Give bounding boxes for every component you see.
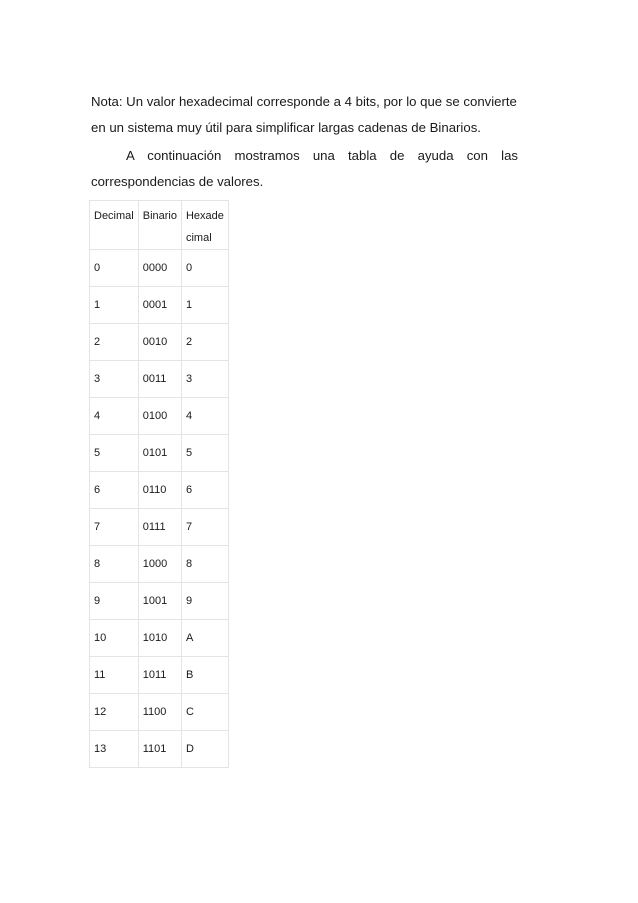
cell-binario: 1001 <box>138 583 181 620</box>
cell-binario: 0111 <box>138 509 181 546</box>
cell-binario: 0011 <box>138 361 181 398</box>
table-row <box>90 657 229 694</box>
table-row <box>90 324 229 361</box>
cell-decimal: 7 <box>90 509 139 546</box>
cell-decimal: 9 <box>90 583 139 620</box>
cell-hexadecimal: 5 <box>181 435 228 472</box>
table-row <box>90 472 229 509</box>
cell-hexadecimal: 9 <box>181 583 228 620</box>
cell-hexadecimal: B <box>181 657 228 694</box>
cell-decimal: 12 <box>90 694 139 731</box>
cell-binario: 1101 <box>138 731 181 768</box>
cell-hexadecimal: 4 <box>181 398 228 435</box>
cell-binario: 0101 <box>138 435 181 472</box>
table-row <box>90 694 229 731</box>
cell-hexadecimal: D <box>181 731 228 768</box>
cell-decimal: 3 <box>90 361 139 398</box>
header-binario: Binario <box>138 201 181 250</box>
table-row <box>90 287 229 324</box>
cell-binario: 1000 <box>138 546 181 583</box>
table-row <box>90 583 229 620</box>
cell-decimal: 11 <box>90 657 139 694</box>
cell-decimal: 6 <box>90 472 139 509</box>
cell-binario: 0110 <box>138 472 181 509</box>
cell-decimal: 5 <box>90 435 139 472</box>
cell-hexadecimal: 6 <box>181 472 228 509</box>
conversion-table <box>89 200 229 768</box>
cell-hexadecimal: 3 <box>181 361 228 398</box>
table-row <box>90 546 229 583</box>
table-row <box>90 620 229 657</box>
cell-decimal: 2 <box>90 324 139 361</box>
cell-decimal: 1 <box>90 287 139 324</box>
cell-hexadecimal: 7 <box>181 509 228 546</box>
table-row <box>90 731 229 768</box>
cell-hexadecimal: A <box>181 620 228 657</box>
table-row <box>90 361 229 398</box>
cell-decimal: 4 <box>90 398 139 435</box>
cell-binario: 1100 <box>138 694 181 731</box>
table-row <box>90 435 229 472</box>
cell-decimal: 0 <box>90 250 139 287</box>
cell-binario: 0000 <box>138 250 181 287</box>
cell-binario: 0001 <box>138 287 181 324</box>
table-row <box>90 509 229 546</box>
cell-hexadecimal: 1 <box>181 287 228 324</box>
cell-binario: 1010 <box>138 620 181 657</box>
cell-binario: 0010 <box>138 324 181 361</box>
intro-paragraph: A continuación mostramos una tabla de ayuda con las correspondencias de valores. <box>91 148 518 189</box>
cell-hexadecimal: 8 <box>181 546 228 583</box>
cell-hexadecimal: C <box>181 694 228 731</box>
cell-hexadecimal: 0 <box>181 250 228 287</box>
header-decimal: Decimal <box>90 201 139 250</box>
note-paragraph <box>91 89 518 141</box>
table-row <box>90 398 229 435</box>
cell-decimal: 13 <box>90 731 139 768</box>
cell-binario: 1011 <box>138 657 181 694</box>
cell-binario: 0100 <box>138 398 181 435</box>
header-hexadecimal: Hexade cimal <box>181 201 228 250</box>
note-line-2: en un sistema muy útil para simplificar largas cadenas de Binarios. <box>91 120 481 135</box>
cell-decimal: 10 <box>90 620 139 657</box>
cell-decimal: 8 <box>90 546 139 583</box>
note-line-1: Nota: Un valor hexadecimal corresponde a 4 bits, por lo que se convierte <box>91 94 517 109</box>
cell-hexadecimal: 2 <box>181 324 228 361</box>
table-header-row <box>90 201 229 250</box>
table-row <box>90 250 229 287</box>
